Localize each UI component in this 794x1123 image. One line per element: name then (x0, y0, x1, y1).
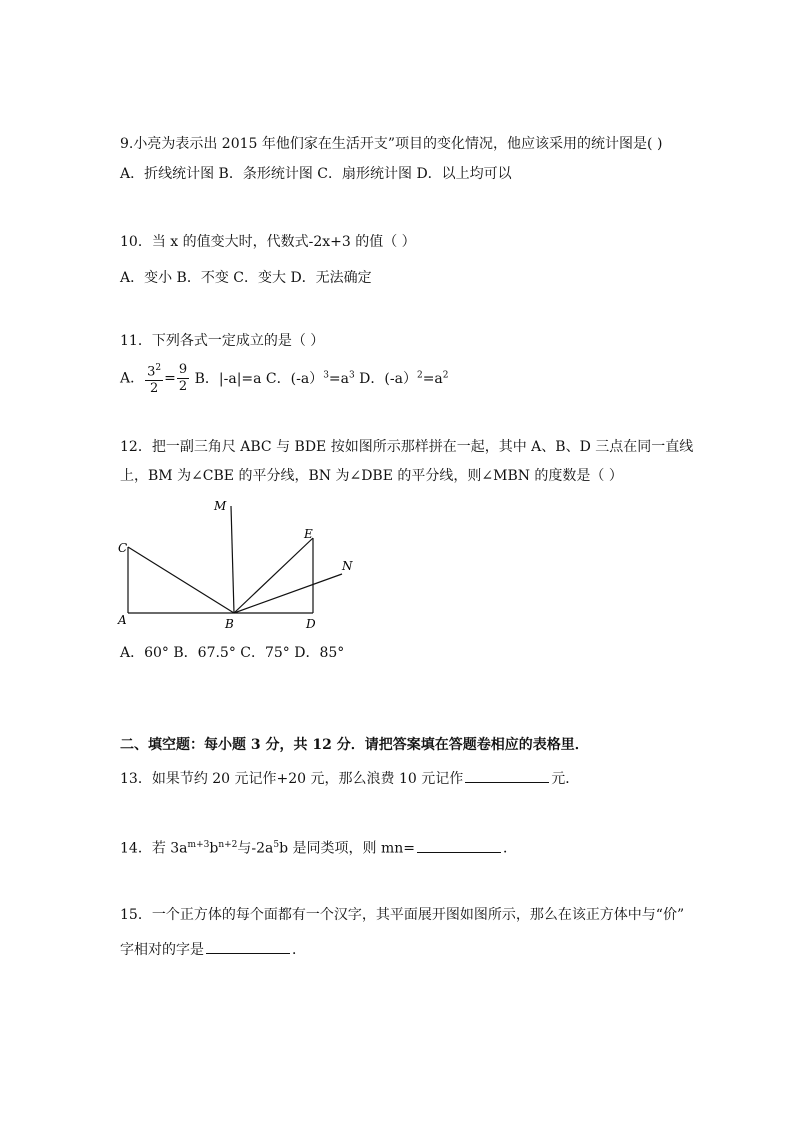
question-14: 14．若 $3a^{m+3}b^{n+2}$与$-2a^5b$ 是同类项，则 mn= ． (120, 835, 517, 859)
answer-blank[interactable] (465, 767, 549, 783)
question-11-stem: 11．下列各式一定成立的是（ ） (120, 333, 325, 349)
question-13-text: 13．如果节约 20 元记作+20 元，那么浪费 10 元记作 (120, 771, 464, 787)
point-label-e: E (304, 527, 313, 541)
fraction-1: $\frac{3^2}{2}$ (145, 360, 163, 397)
point-label-n: N (342, 559, 353, 573)
point-label-a: A (118, 613, 127, 627)
question-10-stem: 10．当 x 的值变大时，代数式-2x+3 的值（ ） (120, 234, 416, 250)
question-12-options: A．60° B．67.5° C．75° D．85° (120, 645, 345, 661)
question-10-options: A．变小 B．不变 C．变大 D．无法确定 (120, 270, 372, 286)
equals-sign: = (164, 370, 176, 387)
answer-blank[interactable] (417, 837, 501, 853)
question-9-stem: 9.小亮为表示出 2015 年他们家在生活开支”项目的变化情况，他应该采用的统计图是( ) (120, 136, 663, 152)
question-15-line1: 15．一个正方体的每个面都有一个汉字，其平面展开图如图所示，那么在该正方体中与“价” (120, 907, 685, 923)
question-11-options (120, 360, 449, 400)
question-12-stem-line1: 12．把一副三角尺 ABC 与 BDE 按如图所示那样拼在一起，其中 A、B、D 三点在同一直线 (120, 439, 694, 455)
line-be (234, 538, 313, 613)
triangle-figure (110, 490, 370, 635)
point-label-d: D (306, 617, 316, 631)
line-cb (128, 547, 234, 613)
options-bcd: B．|-a|=a C．$(-a)^3=a^3$ D．$(-a)^2=a^2$ (190, 370, 449, 387)
point-label-b: B (225, 617, 234, 631)
question-9-options: A．折线统计图 B．条形统计图 C．扇形统计图 D．以上均可以 (120, 166, 512, 182)
point-label-m: M (214, 499, 227, 513)
fraction-2: $\frac{9}{2}$ (178, 362, 188, 395)
question-12-stem-line2: 上，BM 为∠CBE 的平分线，BN 为∠DBE 的平分线，则∠MBN 的度数是（ ） (120, 468, 623, 484)
ray-bn (234, 574, 342, 613)
question-13-tail: 元． (551, 771, 580, 787)
point-label-c: C (118, 541, 128, 555)
question-13 (120, 767, 579, 789)
option-a-label: A． (120, 370, 145, 387)
section-2-heading: 二、填空题：每小题 3 分，共 12 分．请把答案填在答题卷相应的表格里． (120, 737, 589, 753)
question-15-line2: 字相对的字是 ． (120, 938, 306, 960)
answer-blank[interactable] (206, 938, 290, 954)
ray-bm (231, 506, 234, 613)
